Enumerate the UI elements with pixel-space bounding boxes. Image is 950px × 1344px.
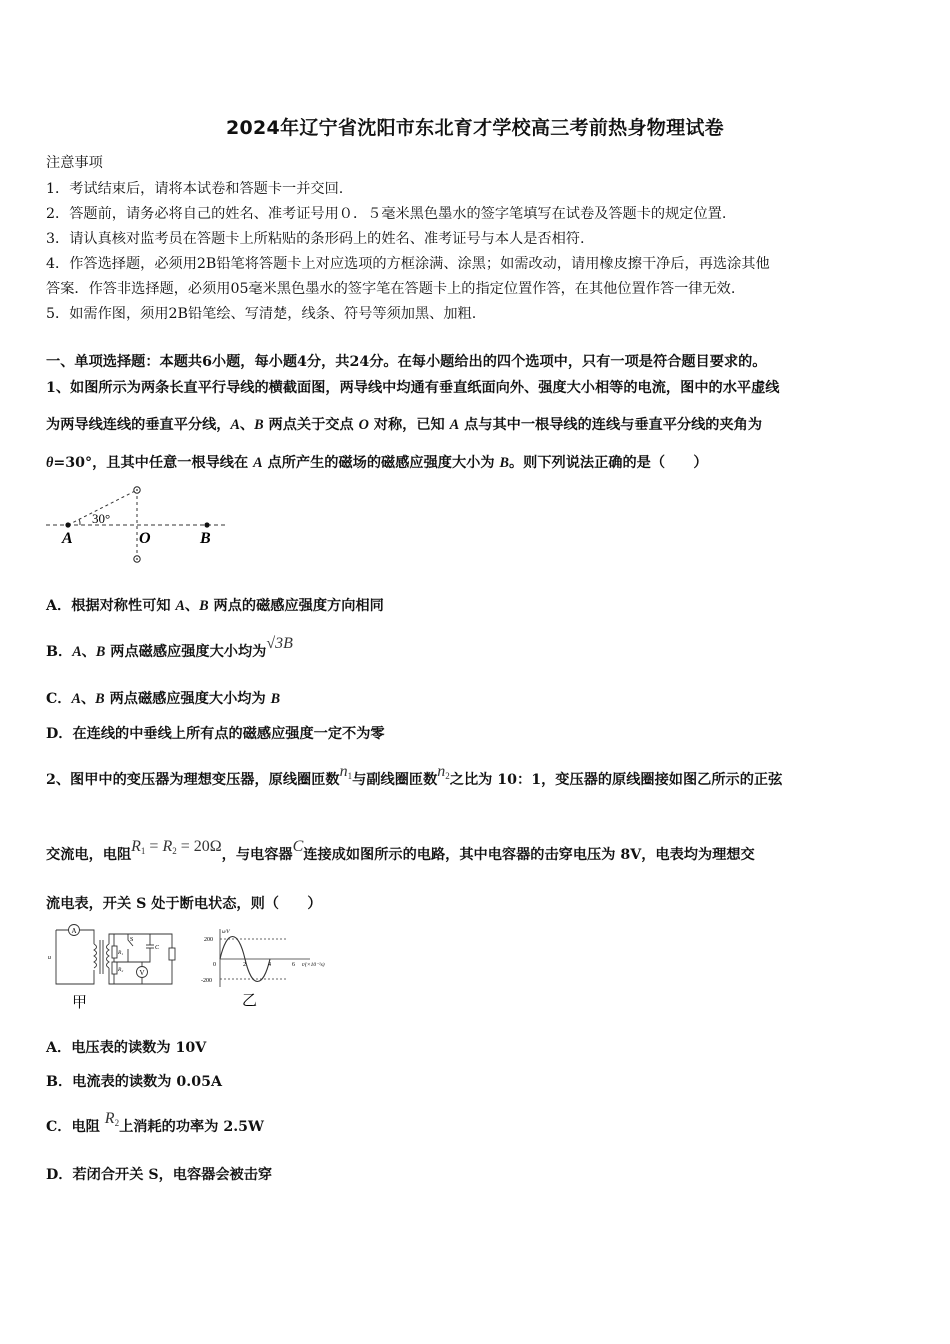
tick-4-label: 4 xyxy=(268,962,271,968)
q1-text: 、 xyxy=(239,417,255,433)
r1-label: R₁ xyxy=(118,950,124,956)
switch-label: S xyxy=(130,937,134,943)
r1-symbol: R xyxy=(131,838,141,855)
q2-text: 连接成如图所示的电路，其中电容器的击穿电压为 8V，电表均为理想交 xyxy=(303,847,755,863)
r1-subscript: 1 xyxy=(140,846,146,856)
wire xyxy=(128,962,142,966)
notice-item-2: 2．答题前，请务必将自己的姓名、准考证号用０．５毫米黑色墨水的签字笔填写在试卷及答题卡的规定位置. xyxy=(46,206,727,222)
q2-option-b: B．电流表的读数为 0.05A xyxy=(46,1074,222,1090)
q1-option-a xyxy=(46,595,384,615)
label-o: O xyxy=(139,530,151,547)
q1-option-d: D．在连线的中垂线上所有点的磁感应强度一定不为零 xyxy=(46,726,385,742)
q1-text: =30°，且其中任意一根导线在 xyxy=(53,455,254,471)
r2-resistor xyxy=(112,962,117,974)
n1-symbol: n xyxy=(339,763,348,780)
exam-title: 2024年辽宁省沈阳市东北育才学校高三考前热身物理试卷 xyxy=(226,117,724,139)
notice-item-4: 4．作答选择题，必须用2B铅笔将答题卡上对应选项的方框涂满、涂黑；如需改动，请用橡皮擦干净后，再选涂其他 xyxy=(46,256,770,272)
q2-stem-line2 xyxy=(46,838,755,864)
r2-subscript: 2 xyxy=(172,846,177,856)
figure-yi-caption: 乙 xyxy=(242,993,258,1009)
q1-option-b xyxy=(46,635,293,661)
q1-stem-line2 xyxy=(46,414,762,434)
notice-item-5: 5．如需作图，须用2B铅笔绘、写清楚，线条、符号等须加黑、加粗. xyxy=(46,306,477,322)
q1-text: 两点关于交点 xyxy=(263,417,359,433)
q2-sine-figure xyxy=(198,925,346,1009)
option-var: A xyxy=(71,691,81,707)
q2-option-c xyxy=(46,1110,264,1136)
point-b-dot xyxy=(204,522,209,527)
voltmeter-label: V xyxy=(139,969,145,977)
option-var: B xyxy=(199,598,209,614)
q1-wire-figure xyxy=(44,482,234,570)
option-text: 、 xyxy=(184,598,200,614)
equals-sign: = xyxy=(145,838,163,855)
load-resistor xyxy=(169,948,175,960)
source-label: u xyxy=(48,955,51,961)
point-a-dot xyxy=(65,522,70,527)
option-var: A xyxy=(72,644,82,660)
q1-var-a: A xyxy=(253,455,263,471)
q2-option-a: A．电压表的读数为 10V xyxy=(46,1040,207,1056)
q1-text: 点与其中一根导线的连线与垂直平分线的夹角为 xyxy=(459,417,763,433)
option-text: A．根据对称性可知 xyxy=(46,598,176,614)
notice-item-4-continued: 答案．作答非选择题，必须用05毫米黑色墨水的签字笔在答题卡上的指定位置作答，在其他位置作答一律无效. xyxy=(46,281,736,297)
n2-subscript: 2 xyxy=(445,771,450,781)
q2-stem-line3: 流电表，开关 S 处于断电状态，则（ ） xyxy=(46,896,322,912)
q2-option-d: D．若闭合开关 S，电容器会被击穿 xyxy=(46,1167,273,1183)
q2-text: ，与电容器 xyxy=(221,847,293,863)
tick-2-label: 2 xyxy=(243,962,246,968)
section-heading: 一、单项选择题：本题共6小题，每小题4分，共24分。在每小题给出的四个选项中，只有一项是符合题目要求的。 xyxy=(46,354,767,370)
y-axis-label: u/V xyxy=(222,929,230,935)
q1-var-o: O xyxy=(358,417,369,433)
q2-circuit-figure xyxy=(46,922,188,1012)
option-text: B． xyxy=(46,644,73,660)
figure-jia-caption: 甲 xyxy=(72,995,88,1011)
current-out-dot xyxy=(136,489,138,491)
label-a: A xyxy=(62,530,73,547)
notice-item-3: 3．请认真核对监考员在答题卡上所粘贴的条形码上的姓名、准考证号与本人是否相符. xyxy=(46,231,585,247)
q1-option-c xyxy=(46,688,280,708)
label-b: B xyxy=(200,530,211,547)
option-text: 两点的磁感应强度方向相同 xyxy=(208,598,384,614)
q2-stem-line1 xyxy=(46,763,783,789)
option-text: 上消耗的功率为 2.5W xyxy=(119,1119,264,1135)
capacitor-label: C xyxy=(155,945,160,951)
primary-coil xyxy=(94,944,97,968)
q1-stem-line1: 1、如图所示为两条长直平行导线的横截面图，两导线中均通有垂直纸面向外、强度大小相等的电流，图中的水平虚线 xyxy=(46,380,780,396)
option-text: C．电阻 xyxy=(46,1119,105,1135)
resistance-value: = 20Ω xyxy=(176,838,222,855)
q2-text: 之比为 10：1，变压器的原线圈接如图乙所示的正弦 xyxy=(449,772,783,788)
current-out-dot xyxy=(136,558,138,560)
sqrt3b-formula: √3B xyxy=(266,635,293,652)
primary-bottom-wire xyxy=(56,930,94,984)
q1-var-a: A xyxy=(449,417,460,433)
q1-var-b: B xyxy=(499,455,509,471)
ammeter-label: A xyxy=(71,927,77,935)
y-min-label: -200 xyxy=(201,978,212,984)
tick-6-label: 6 xyxy=(292,962,295,968)
notice-item-1: 1．考试结束后，请将本试卷和答题卡一并交回. xyxy=(46,181,344,197)
q2-text: 2、图甲中的变压器为理想变压器，原线圈匝数 xyxy=(46,772,340,788)
q2-text: 与副线圈匝数 xyxy=(352,772,438,788)
x-axis-label: t/(×10⁻²s) xyxy=(302,962,325,968)
q1-var-a: A xyxy=(230,417,240,433)
q1-text: 。则下列说法正确的是（ ） xyxy=(508,455,708,471)
r2-symbol: R xyxy=(162,838,173,855)
q2-text: 交流电，电阻 xyxy=(46,847,132,863)
angle-label: 30° xyxy=(92,511,111,526)
option-text: 两点磁感应强度大小均为 xyxy=(104,691,271,707)
notice-heading: 注意事项 xyxy=(46,155,103,171)
q1-text: 为两导线连线的垂直平分线， xyxy=(46,417,231,433)
angle-arc xyxy=(79,519,80,525)
secondary-coil xyxy=(107,944,110,968)
r1-resistor xyxy=(112,946,117,958)
origin-label: 0 xyxy=(213,962,216,968)
n2-symbol: n xyxy=(437,763,446,780)
q1-text: 点所产生的磁场的磁感应强度大小为 xyxy=(262,455,500,471)
option-text: 、 xyxy=(81,644,96,660)
n1-subscript: 1 xyxy=(347,771,353,781)
r2-label: R₂ xyxy=(118,967,124,973)
q1-stem-line3 xyxy=(46,452,708,472)
option-text: 、 xyxy=(80,691,96,707)
option-var: B xyxy=(270,691,281,707)
y-max-label: 200 xyxy=(204,937,213,943)
option-var: B xyxy=(95,644,106,660)
r2-symbol: R xyxy=(104,1110,115,1127)
r2-subscript: 2 xyxy=(114,1118,120,1128)
option-var: A xyxy=(175,598,185,614)
q1-var-b: B xyxy=(254,417,264,433)
option-text: 两点磁感应强度大小均为 xyxy=(105,644,267,660)
q1-text: 对称，已知 xyxy=(368,417,450,433)
q1-var-theta: θ xyxy=(46,455,54,471)
option-text: C． xyxy=(46,691,72,707)
capacitor-symbol: C xyxy=(292,838,304,855)
option-var: B xyxy=(95,691,105,707)
secondary-top-wire xyxy=(109,934,172,948)
